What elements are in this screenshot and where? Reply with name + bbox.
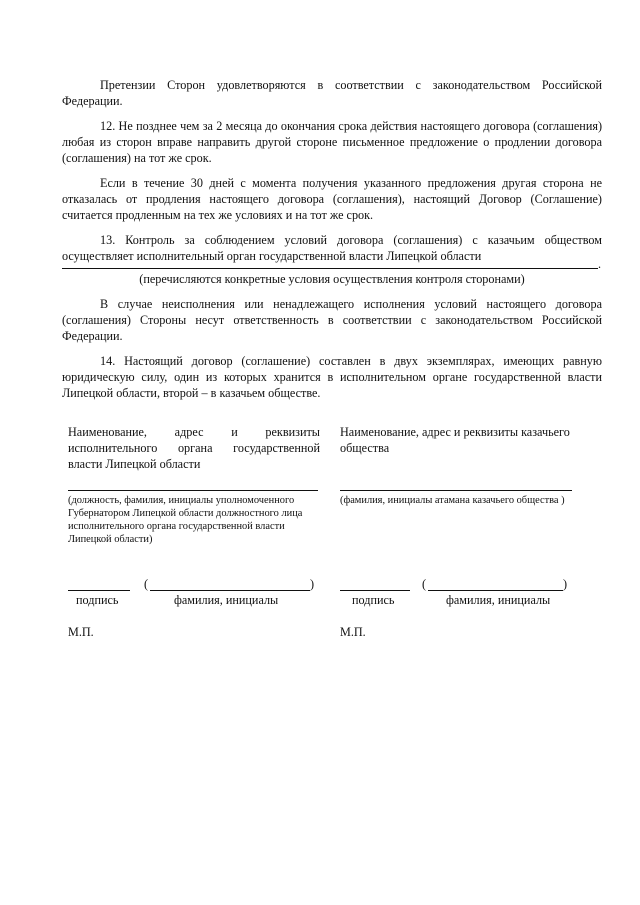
right-party-name-line [340, 490, 572, 491]
right-name-label: фамилия, инициалы [446, 593, 551, 607]
right-party-caption: (фамилия, инициалы атамана казачьего общества ) [340, 495, 565, 506]
left-open-paren: ( [144, 577, 149, 591]
paragraph-extension: Если в течение 30 дней с момента получения указанного предложения другая сторона не отказалась от продления настоящего договора (соглашения), настоящий Договор (Соглашение) считается продленным на тех же условиях и на тот же срок. [62, 176, 602, 222]
left-close-paren: ) [310, 577, 315, 591]
left-signature-line [68, 590, 130, 591]
left-party-caption: (должность, фамилия, инициалы уполномоченного Губернатором Липецкой области должностного лица исполнительного органа государственной власти Липецкой области) [68, 495, 303, 545]
paragraph-14: 14. Настоящий договор (соглашение) составлен в двух экземплярах, имеющих равную юридическую силу, один из которых хранится в исполнительном органе государственной власти Липецкой области, второй – в казачьем обществе. [62, 354, 602, 400]
left-name-line [150, 590, 310, 591]
right-seal-label: М.П. [340, 625, 366, 639]
paragraph-13: 13. Контроль за соблюдением условий договора (соглашения) с казачьим обществом осуществляет исполнительный орган государственной власти Липецкой области [62, 233, 602, 263]
right-signature-line [340, 590, 410, 591]
contract-body-continued [62, 296, 602, 410]
right-name-line [428, 590, 563, 591]
paragraph-claims: Претензии Сторон удовлетворяются в соответствии с законодательством Российской Федерации. [62, 78, 602, 108]
right-open-paren: ( [422, 577, 427, 591]
control-conditions-line [62, 268, 598, 269]
left-seal-label: М.П. [68, 625, 94, 639]
paragraph-liability: В случае неисполнения или ненадлежащего исполнения условий настоящего договора (соглашения) Стороны несут ответственность в соответствии с законодательством Российской Федерации. [62, 297, 602, 343]
left-signature-label: подпись [76, 593, 119, 607]
paragraph-12: 12. Не позднее чем за 2 месяца до окончания срока действия настоящего договора (соглашения) любая из сторон вправе направить другой стороне письменное предложение о продлении договора (соглашения) на тот же срок. [62, 119, 602, 165]
right-party-title: Наименование, адрес и реквизиты казачьего общества [340, 425, 570, 455]
right-signature-label: подпись [352, 593, 395, 607]
left-party-position-line [68, 490, 318, 491]
contract-body [62, 77, 602, 264]
left-party-title: Наименование, адрес и реквизиты исполнительного органа государственной власти Липецкой области [68, 425, 320, 471]
right-close-paren: ) [563, 577, 568, 591]
control-line-period: . [598, 257, 602, 271]
control-conditions-hint: (перечисляются конкретные условия осуществления контроля сторонами) [139, 272, 525, 286]
left-name-label: фамилия, инициалы [174, 593, 279, 607]
